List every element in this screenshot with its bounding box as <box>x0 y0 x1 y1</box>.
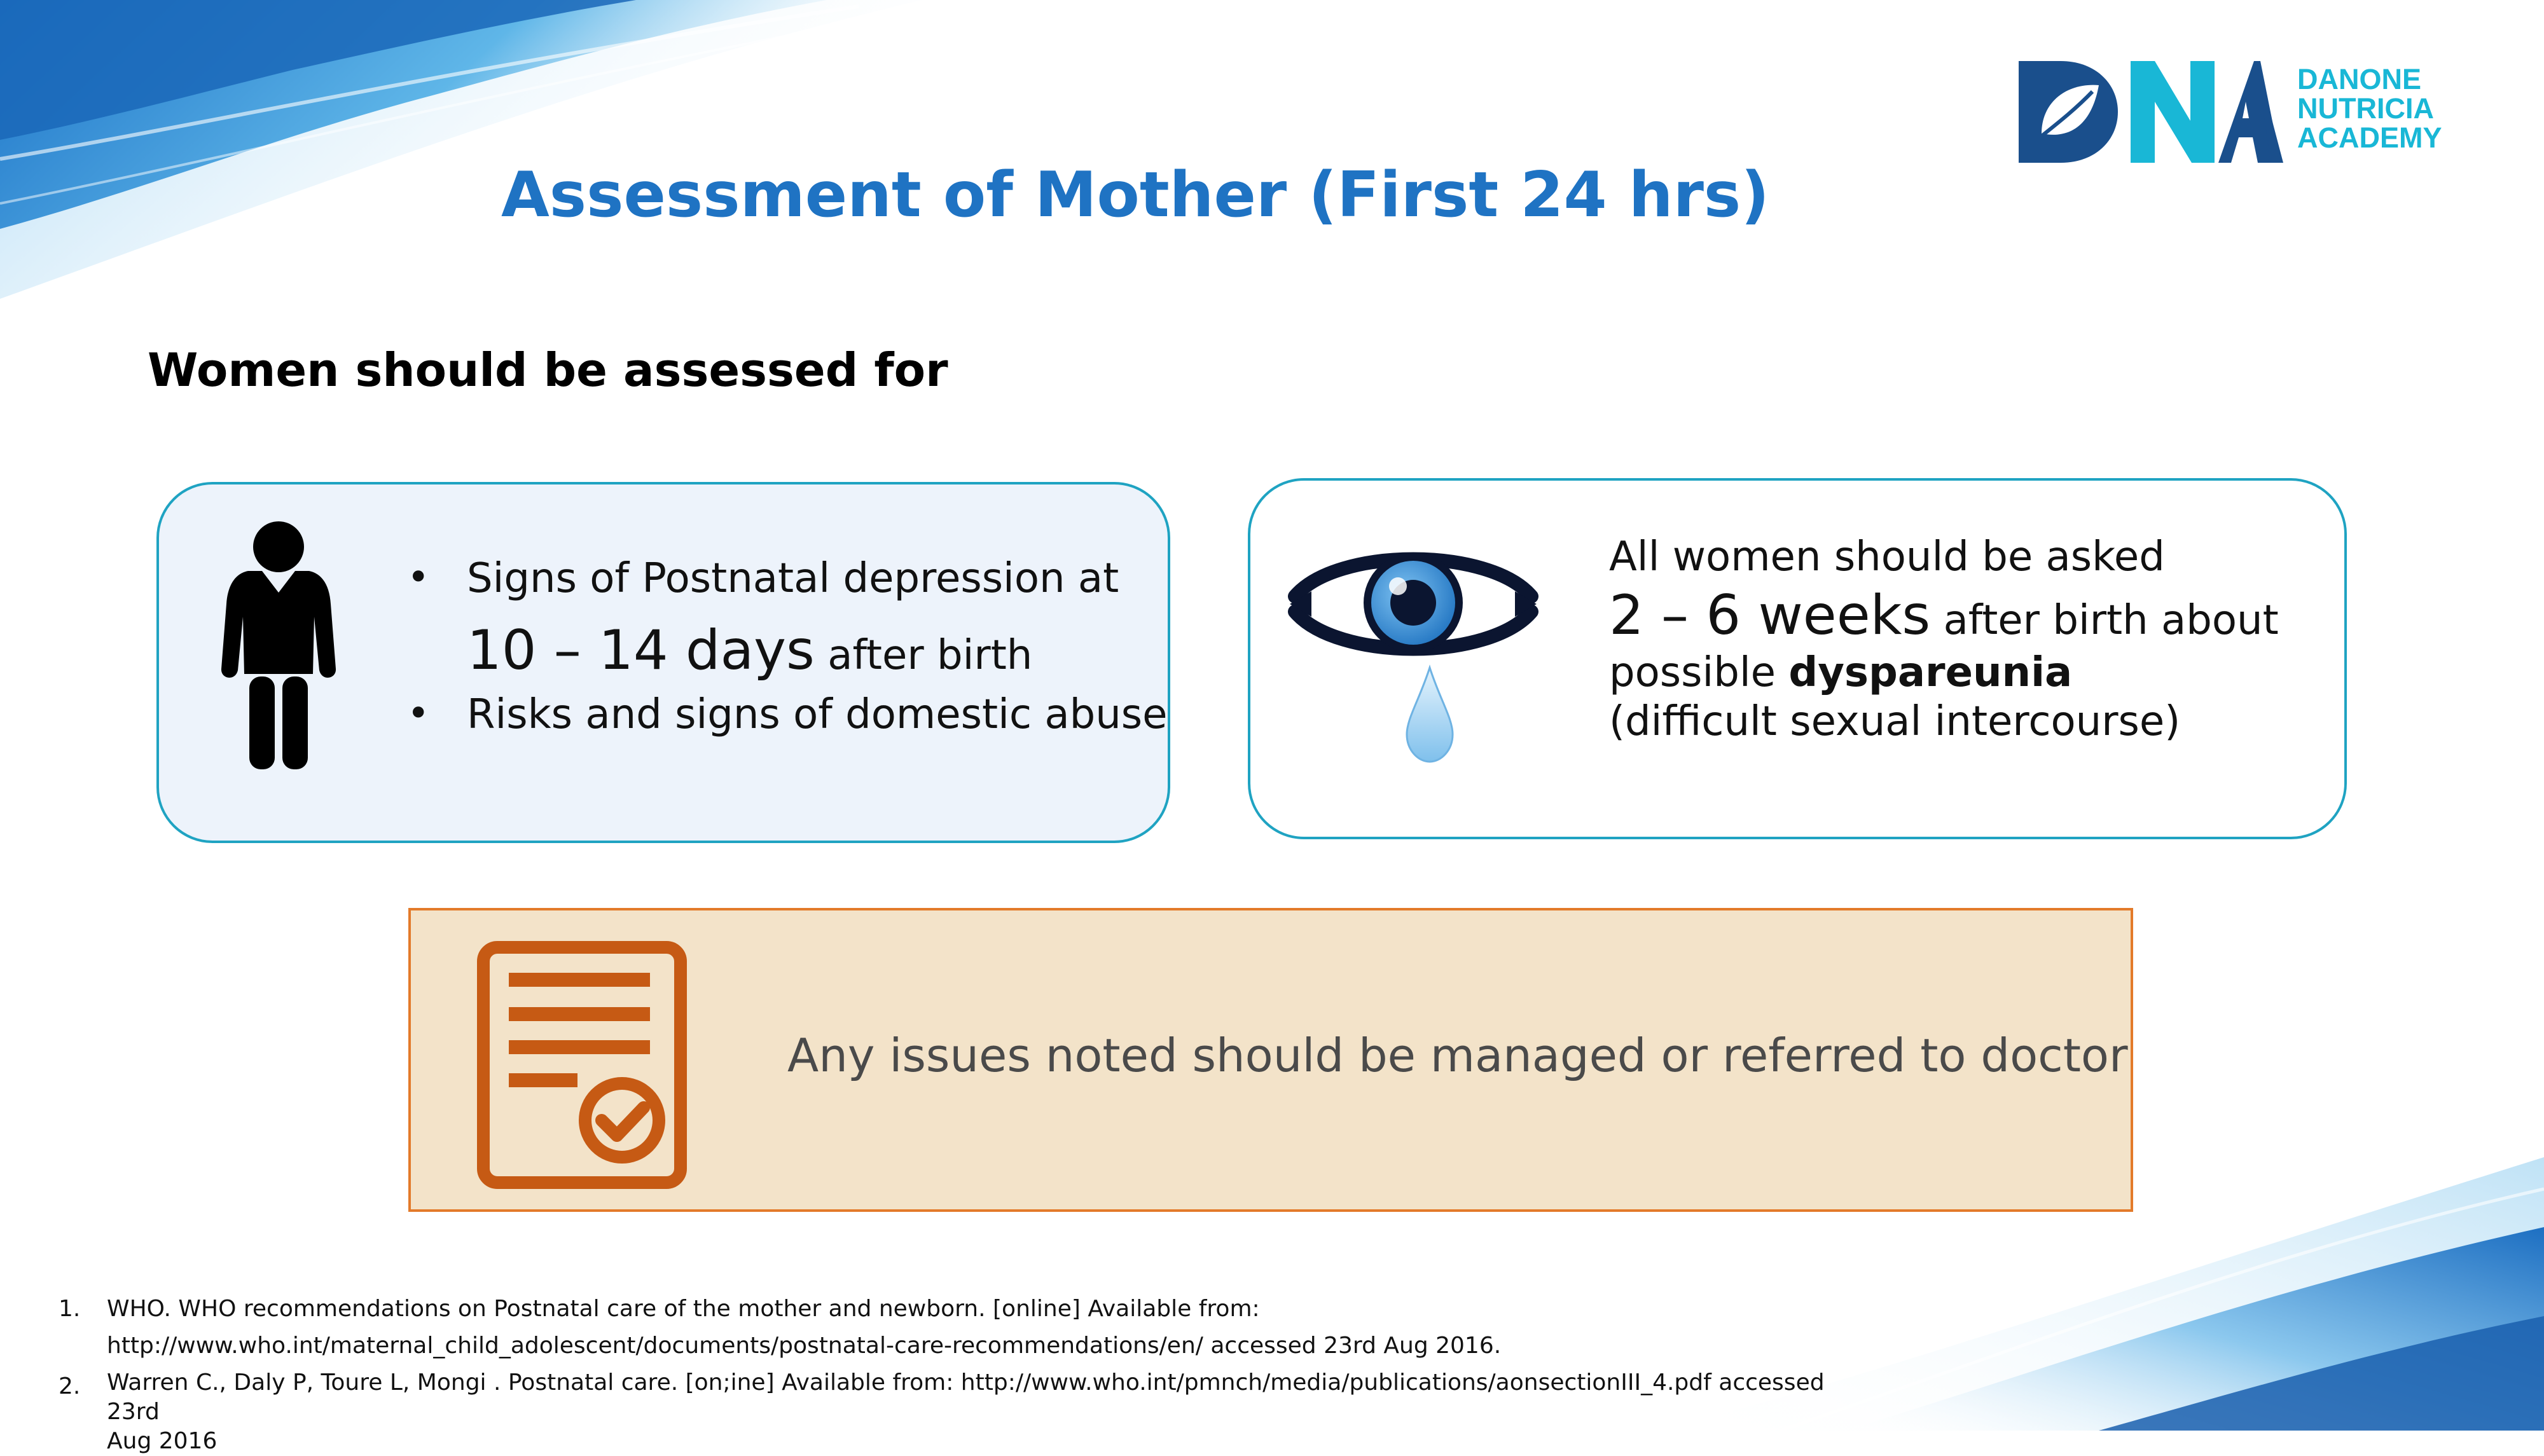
logo-line-academy: ACADEMY <box>2297 121 2442 154</box>
condition-term: dyspareunia <box>1788 649 2073 696</box>
referral-note-text: Any issues noted should be managed or referred to doctor <box>787 1029 2128 1082</box>
reference-line: Warren C., Daly P, Toure L, Mongi . Postnatal care. [on;ine] Available from: http://www.who.int/pmnch/media/publications/aonsectionIII_4.pdf accessed 23rd <box>107 1370 1825 1425</box>
reference-line: WHO. WHO recommendations on Postnatal care of the mother and newborn. [online] Available from: <box>107 1296 1260 1322</box>
bullet-glyph: • <box>407 691 430 736</box>
bullet-text: Signs of Postnatal depression at <box>467 555 1119 602</box>
logo-line-nutricia: NUTRICIA <box>2297 92 2434 125</box>
reference-line: Aug 2016 <box>107 1428 218 1454</box>
timing-suffix: after birth about <box>1943 596 2279 644</box>
reference-line: http://www.who.int/maternal_child_adolescent/documents/postnatal-care-recommendations/en/ accessed 23rd Aug 2016. <box>107 1333 1502 1359</box>
bullet-text: Risks and signs of domestic abuse <box>467 691 1168 738</box>
ask-line: All women should be asked <box>1609 533 2165 580</box>
reference-body <box>107 1368 1875 1456</box>
dna-logo <box>2016 57 2474 165</box>
timing-line <box>1609 583 2334 649</box>
reference-number: 2. <box>59 1373 81 1399</box>
reference-body <box>107 1291 1875 1364</box>
condition-prefix: possible <box>1609 649 1776 696</box>
logo-line-danone: DANONE <box>2297 63 2422 95</box>
timing-highlight: 2 – 6 weeks <box>1609 583 1931 647</box>
reference-number: 1. <box>59 1296 81 1322</box>
dyspareunia-text <box>1609 533 2334 746</box>
bullet-postnatal-depression-timing <box>467 618 1032 683</box>
condition-line <box>1609 649 2334 697</box>
page-title: Assessment of Mother (First 24 hrs) <box>501 159 1770 231</box>
dna-logo-wordmark <box>2297 65 2482 153</box>
person-icon <box>216 521 341 769</box>
bullet-glyph: • <box>407 555 430 600</box>
timing-highlight: 10 – 14 days <box>467 619 815 682</box>
crying-eye-icon <box>1286 540 1540 769</box>
timing-suffix: after birth <box>827 632 1033 679</box>
dna-logo-mark <box>2016 57 2283 165</box>
section-subtitle: Women should be assessed for <box>148 343 948 397</box>
condition-definition: (difficult sexual intercourse) <box>1609 697 2181 745</box>
checked-document-icon <box>477 941 687 1189</box>
